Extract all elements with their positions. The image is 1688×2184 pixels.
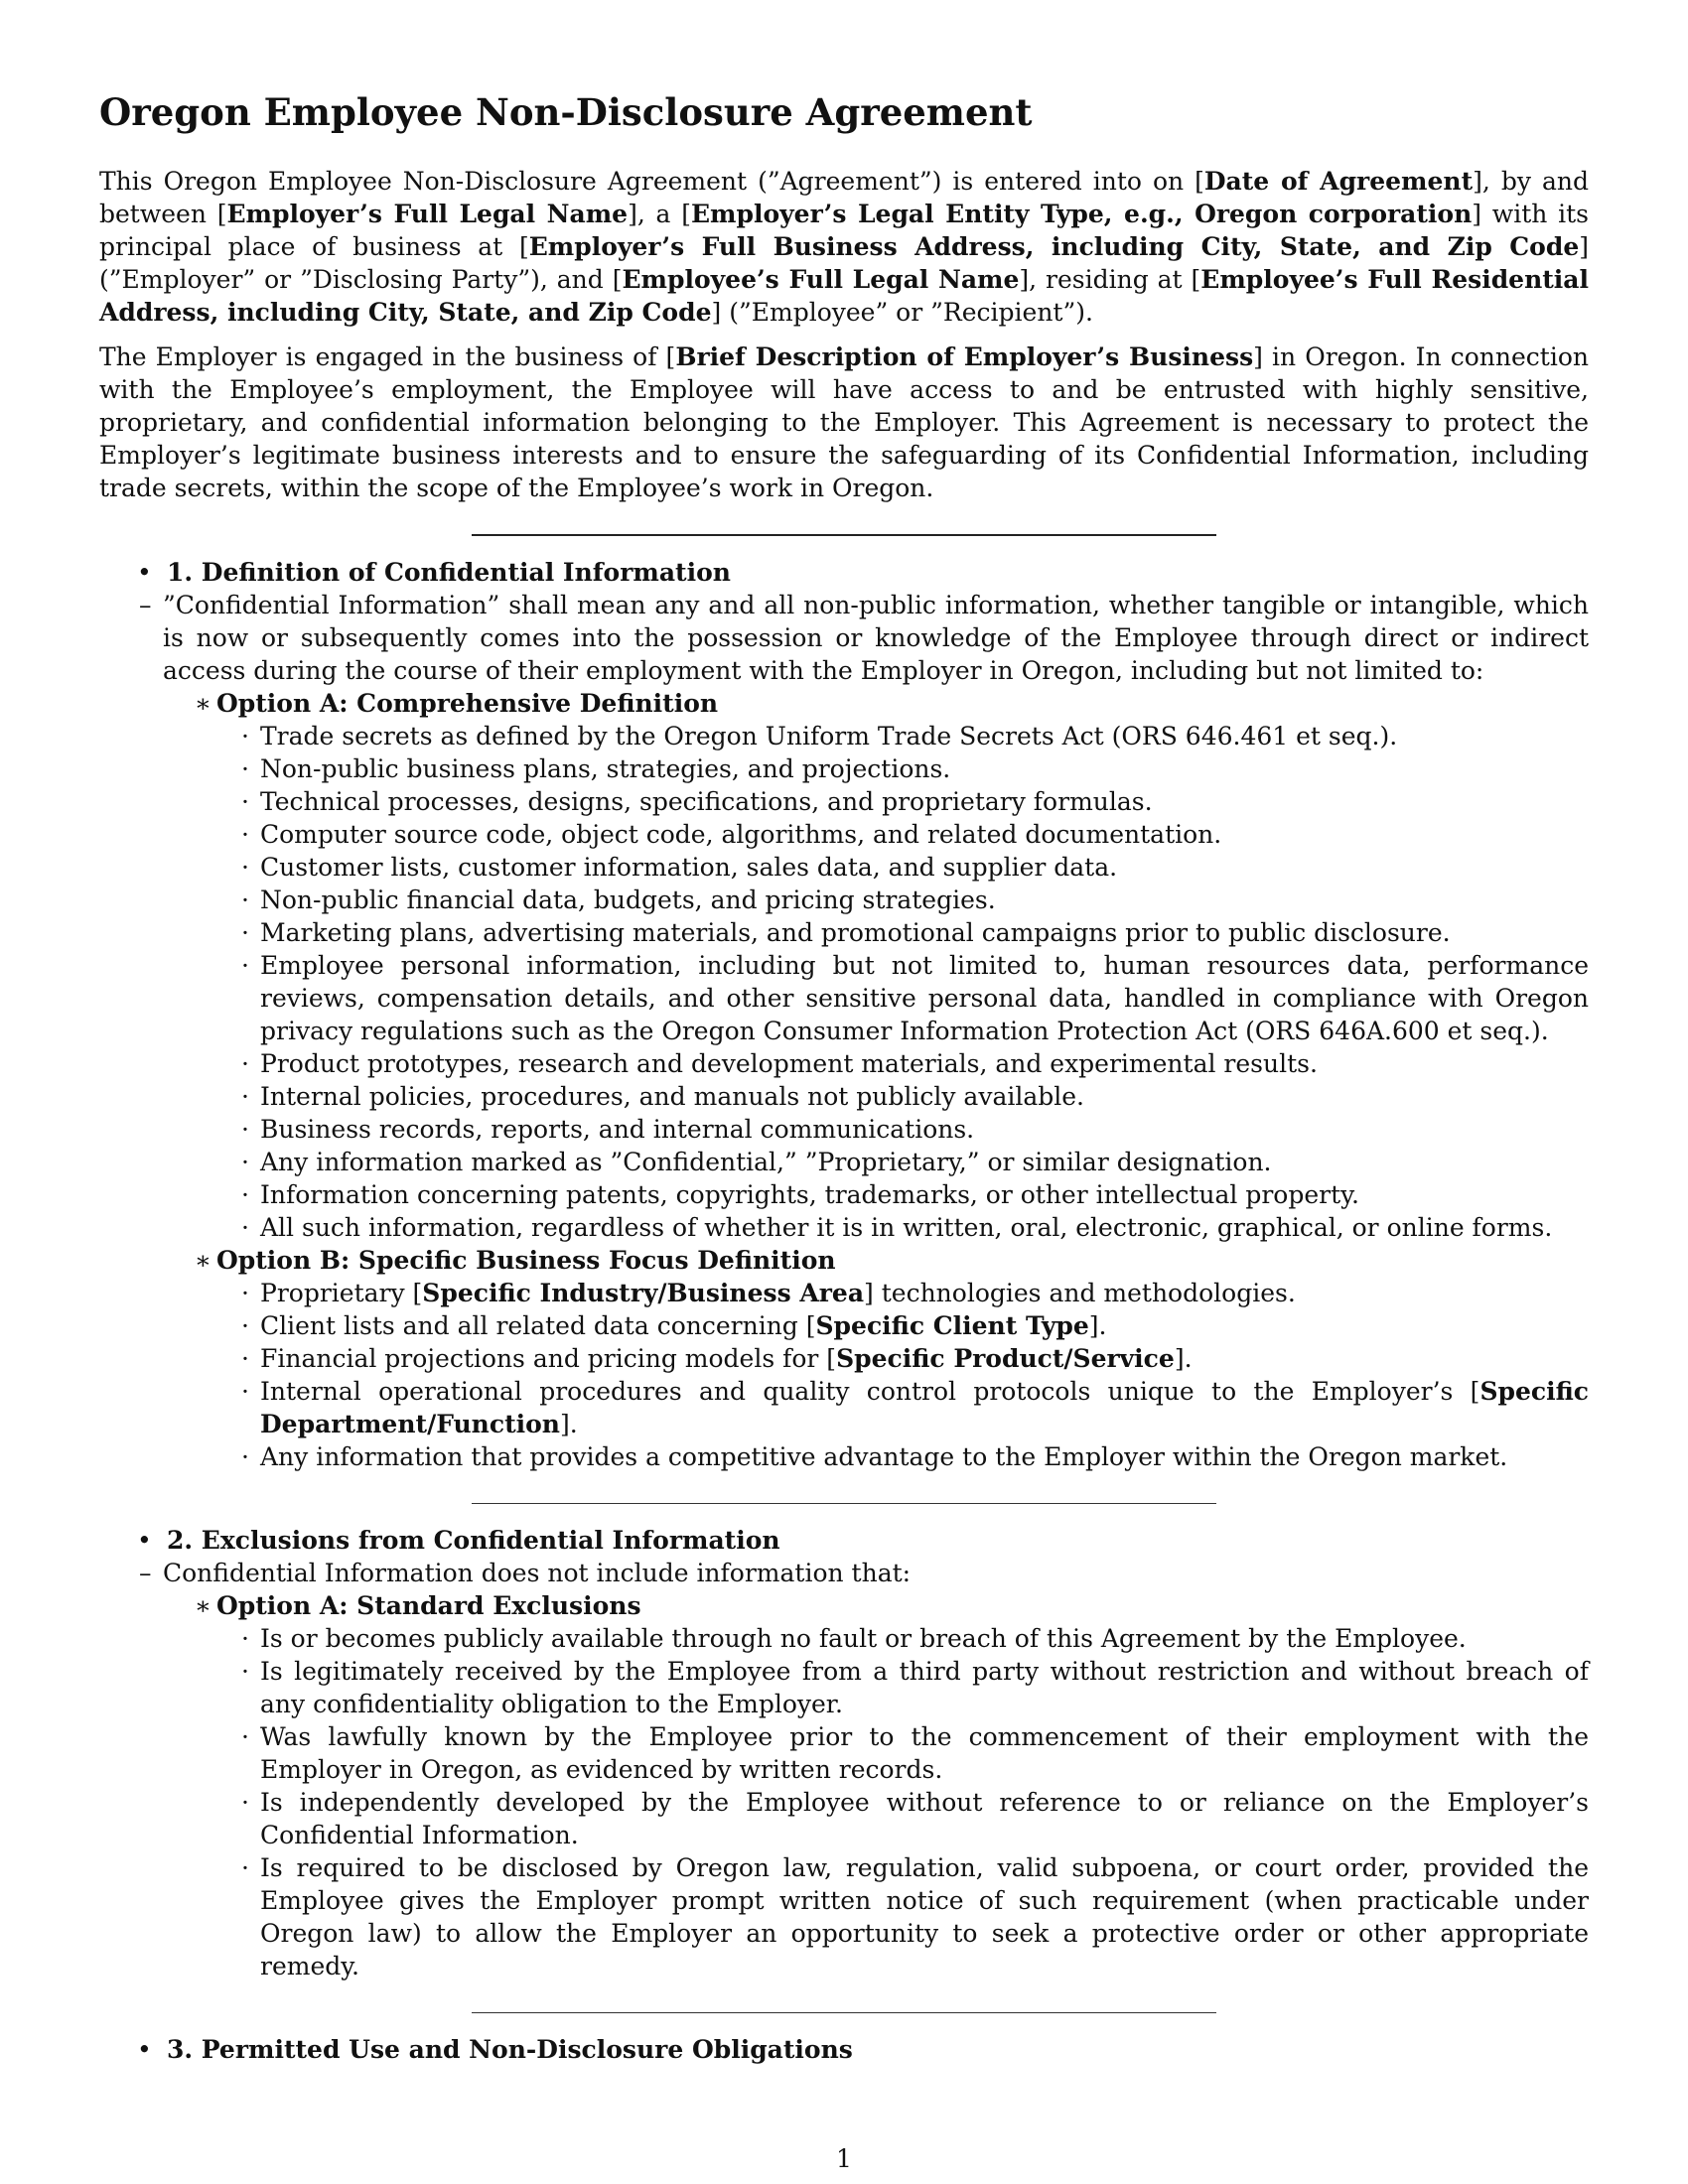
placeholder-field: Brief Description of Employer’s Business: [675, 342, 1254, 371]
list-item: · Employee personal information, including but not limited to, human resources data, performance reviews, compensation details, and other sensitive personal data, handled in compliance with Oregon privacy regulations such as the Oregon Consumer Information Protection Act (ORS 646A.600 et seq.).: [241, 951, 1589, 1045]
list-item: · Customer lists, customer information, sales data, and supplier data.: [241, 853, 1118, 882]
list-item: · Product prototypes, research and development materials, and experimental results.: [241, 1049, 1318, 1078]
list-item: · Information concerning patents, copyrights, trademarks, or other intellectual property.: [241, 1180, 1359, 1209]
list-item: · Was lawfully known by the Employee prior to the commencement of their employment with the Employer in Oregon, as evidenced by written records.: [241, 1722, 1589, 1784]
option-heading: ∗ Option A: Standard Exclusions: [195, 1591, 641, 1620]
section-divider: [472, 2012, 1216, 2013]
section-title: 1. Definition of Confidential Information: [167, 558, 731, 587]
list-item: · Marketing plans, advertising materials, and promotional campaigns prior to public disclosure.: [241, 918, 1451, 947]
option-heading: ∗ Option A: Comprehensive Definition: [195, 689, 719, 718]
section-2: [99, 1524, 1589, 1557]
list-item: · Is or becomes publicly available through no fault or breach of this Agreement by the Employee.: [241, 1624, 1467, 1653]
option-heading: ∗ Option B: Specific Business Focus Definition: [195, 1246, 836, 1275]
list-item: · Any information that provides a competitive advantage to the Employer within the Oregon market.: [241, 1442, 1508, 1471]
section-description: – ”Confidential Information” shall mean any and all non-public information, whether tangible or intangible, which is now or subsequently comes into the possession or knowledge of the Employee through direct or indirect access during the course of their employment with the Employer in Oregon, including but not limited to:: [139, 591, 1589, 685]
list-item: · Computer source code, object code, algorithms, and related documentation.: [241, 820, 1222, 849]
placeholder-field: Employee’s Full Legal Name: [622, 265, 1020, 294]
option-items-list: [99, 1277, 1589, 1473]
placeholder-field: Employer’s Full Legal Name: [226, 200, 629, 228]
placeholder-field: Specific Industry/Business Area: [422, 1279, 865, 1307]
list-item: · Internal policies, procedures, and manuals not publicly available.: [241, 1082, 1084, 1111]
list-item: · Client lists and all related data concerning [Specific Client Type].: [241, 1311, 1107, 1340]
page-number: 1: [836, 2144, 852, 2173]
placeholder-field: Specific Department/Function: [260, 1377, 1589, 1438]
list-item: · Technical processes, designs, specifications, and proprietary formulas.: [241, 787, 1153, 816]
list-item: · Internal operational procedures and quality control protocols unique to the Employer’s [Specific Department/Function].: [241, 1377, 1589, 1438]
placeholder-field: Specific Product/Service: [836, 1344, 1175, 1373]
section-title: 2. Exclusions from Confidential Information: [167, 1526, 780, 1555]
list-item: · Trade secrets as defined by the Oregon Uniform Trade Secrets Act (ORS 646.461 et seq.).: [241, 722, 1398, 751]
list-item: · Proprietary [Specific Industry/Business Area] technologies and methodologies.: [241, 1279, 1296, 1307]
list-item: · Non-public financial data, budgets, and pricing strategies.: [241, 886, 996, 914]
placeholder-field: Specific Client Type: [815, 1311, 1089, 1340]
intro-paragraph-1: This Oregon Employee Non-Disclosure Agreement (”Agreement”) is entered into on [Date of Agreement], by and between [Employer’s Full Legal Name], a [Employer’s Legal Entity Type, e.g., Oregon corporation] with its principal place of business at [Employer’s Full Business Address, including City, State, and Zip Code] (”Employer” or ”Disclosing Party”), and [Employee’s Full Legal Name], residing at [Employee’s Full Residential Address, including City, State, and Zip Code] (”Employee” or ”Recipient”).: [99, 167, 1589, 327]
list-item: · Is required to be disclosed by Oregon law, regulation, valid subpoena, or court order, provided the Employee gives the Employer prompt written notice of such requirement (when practicable under Oregon law) to allow the Employer an opportunity to seek a protective order or other appropriate remedy.: [241, 1853, 1589, 1980]
list-item: · Any information marked as ”Confidential,” ”Proprietary,” or similar designation.: [241, 1148, 1272, 1176]
placeholder-field: Employer’s Legal Entity Type, e.g., Oregon corporation: [690, 200, 1473, 228]
list-item: · Is independently developed by the Employee without reference to or reliance on the Employer’s Confidential Information.: [241, 1788, 1589, 1849]
option-items-list: [99, 720, 1589, 1244]
document-title: Oregon Employee Non-Disclosure Agreement: [99, 90, 1033, 134]
intro-paragraph-2: The Employer is engaged in the business of [Brief Description of Employer’s Business] in Oregon. In connection with the Employee’s employment, the Employee will have access to and be entrusted with highly sensitive, proprietary, and confidential information belonging to the Employer. This Agreement is necessary to protect the Employer’s legitimate business interests and to ensure the safeguarding of its Confidential Information, including trade secrets, within the scope of the Employee’s work in Oregon.: [99, 342, 1589, 502]
section-divider: [472, 534, 1216, 536]
section-divider: [472, 1503, 1216, 1504]
section-bullet: •: [137, 558, 152, 587]
list-item: · Non-public business plans, strategies, and projections.: [241, 754, 951, 783]
option-items-list: [99, 1622, 1589, 1982]
placeholder-field: Employee’s Full Residential Address, including City, State, and Zip Code: [99, 265, 1589, 327]
sections-container: [99, 556, 1589, 2066]
placeholder-field: Date of Agreement: [1203, 167, 1474, 196]
list-item: · All such information, regardless of whether it is in written, oral, electronic, graphical, or online forms.: [241, 1213, 1553, 1242]
section-title: 3. Permitted Use and Non-Disclosure Obligations: [167, 2035, 853, 2064]
section-1: [99, 556, 1589, 589]
placeholder-field: Employer’s Full Business Address, including City, State, and Zip Code: [528, 232, 1580, 261]
document-page: [99, 87, 1589, 2066]
list-item: · Is legitimately received by the Employee from a third party without restriction and without breach of any confidentiality obligation to the Employer.: [241, 1657, 1589, 1718]
list-item: · Financial projections and pricing models for [Specific Product/Service].: [241, 1344, 1193, 1373]
section-bullet: •: [137, 2035, 152, 2064]
list-item: · Business records, reports, and internal communications.: [241, 1115, 975, 1144]
section-3: [99, 2033, 1589, 2066]
section-bullet: •: [137, 1526, 152, 1555]
section-description: – Confidential Information does not include information that:: [139, 1559, 912, 1587]
